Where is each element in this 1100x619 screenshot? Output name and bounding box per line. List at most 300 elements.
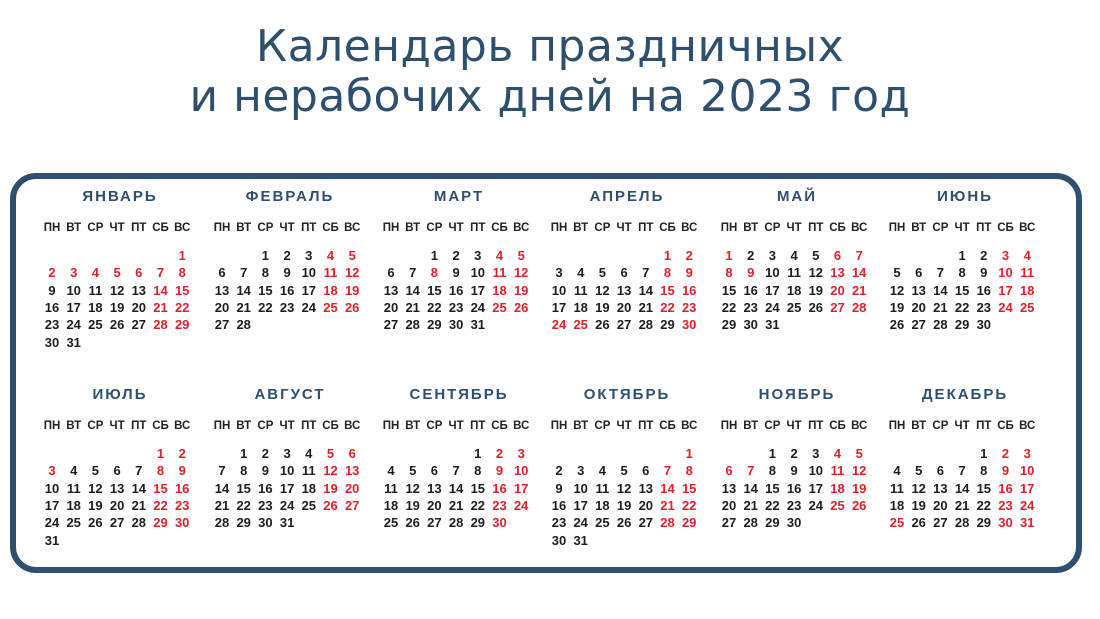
day: 13: [638, 480, 654, 496]
day: 9: [283, 265, 291, 281]
day: 13: [131, 282, 147, 298]
day: 21: [933, 299, 948, 315]
day: 24: [66, 317, 81, 333]
day: 14: [405, 282, 420, 298]
day: 6: [936, 463, 944, 479]
weekday-header: ВТ: [573, 420, 589, 432]
page-title-line-1: Календарь праздничных: [255, 21, 845, 72]
day: 20: [109, 497, 125, 513]
day: 19: [616, 497, 632, 513]
day: 3: [768, 248, 776, 263]
day: 20: [616, 299, 632, 315]
day: 1: [474, 446, 482, 461]
day: 15: [976, 480, 992, 496]
day: 14: [214, 480, 230, 496]
day: 28: [214, 515, 230, 531]
day: 7: [240, 265, 248, 281]
day: 4: [598, 463, 606, 479]
day: 14: [131, 480, 147, 496]
day: 29: [660, 317, 675, 333]
day: 15: [427, 282, 442, 298]
day: 17: [765, 282, 780, 298]
day: 27: [616, 317, 632, 333]
day: 13: [616, 282, 632, 298]
weekday-header: ВС: [513, 222, 530, 234]
day: 12: [616, 480, 632, 496]
holiday-day: 1: [685, 446, 693, 461]
holiday-day: 1: [178, 248, 186, 263]
day: 14: [954, 480, 970, 496]
holiday-day: 25: [889, 515, 905, 531]
weekday-header: СБ: [322, 420, 339, 432]
holiday-day: 18: [323, 282, 338, 298]
weekday-header: ПТ: [470, 222, 486, 234]
day: 29: [976, 515, 992, 531]
holiday-day: 26: [851, 497, 867, 513]
holiday-day: 17: [1019, 480, 1035, 496]
holiday-day: 7: [747, 463, 755, 479]
weekday-header: ВС: [174, 420, 191, 432]
holiday-day: 11: [323, 265, 338, 281]
day: 20: [383, 299, 399, 315]
month-name: ЯНВАРЬ: [82, 188, 158, 205]
weekday-header: СР: [594, 222, 611, 234]
month-name: МАЙ: [776, 188, 818, 205]
day: 15: [954, 282, 970, 298]
day: 10: [44, 480, 60, 496]
day: 19: [109, 299, 125, 315]
weekday-header: ПН: [550, 222, 568, 234]
weekday-header: ВС: [681, 222, 698, 234]
weekday-header: СР: [257, 420, 274, 432]
holiday-day: 13: [344, 463, 360, 479]
holiday-day: 6: [348, 446, 356, 461]
day: 17: [301, 282, 317, 298]
weekday-header: СБ: [491, 222, 508, 234]
day: 23: [976, 299, 992, 315]
day: 29: [470, 515, 486, 531]
weekday-header: ПН: [720, 222, 738, 234]
weekday-header: СБ: [491, 420, 508, 432]
day: 16: [976, 282, 992, 298]
day: 11: [890, 480, 904, 496]
weekday-header: ПН: [382, 420, 400, 432]
day: 3: [555, 265, 563, 281]
day: 26: [109, 317, 125, 333]
day: 17: [573, 497, 588, 513]
day: 11: [595, 480, 610, 496]
day: 26: [88, 515, 103, 531]
weekday-header: ЧТ: [279, 420, 295, 432]
weekday-header: ЧТ: [954, 420, 970, 432]
day: 20: [131, 299, 147, 315]
day: 23: [786, 497, 802, 513]
day: 18: [595, 497, 610, 513]
day: 1: [958, 248, 966, 263]
day: 2: [980, 248, 988, 263]
holiday-day: 12: [323, 463, 338, 479]
day: 16: [279, 282, 295, 298]
day: 20: [721, 497, 737, 513]
day: 2: [790, 446, 798, 461]
weekday-header: ПТ: [301, 420, 317, 432]
holiday-day: 2: [495, 446, 504, 461]
day: 5: [620, 463, 628, 479]
weekday-header: ВТ: [743, 420, 759, 432]
holiday-day: 16: [681, 282, 697, 298]
holiday-day: 16: [492, 480, 507, 496]
holiday-day: 9: [1001, 463, 1010, 479]
day: 11: [88, 282, 103, 298]
weekday-header: ПТ: [976, 420, 992, 432]
holiday-day: 10: [1019, 463, 1035, 479]
weekday-header: СБ: [829, 420, 846, 432]
holiday-day: 23: [492, 497, 507, 513]
weekday-header: СР: [932, 222, 949, 234]
weekday-header: ВС: [1019, 222, 1036, 234]
holiday-day: 13: [830, 265, 845, 281]
holiday-day: 19: [513, 282, 529, 298]
holiday-day: 22: [660, 299, 675, 315]
day: 13: [933, 480, 948, 496]
weekday-header: ЧТ: [448, 420, 464, 432]
day: 24: [301, 299, 317, 315]
holiday-day: 12: [851, 463, 867, 479]
day: 18: [66, 497, 81, 513]
day: 9: [261, 463, 269, 479]
weekday-header: ПТ: [808, 222, 824, 234]
weekday-header: ЧТ: [786, 222, 802, 234]
day: 3: [577, 463, 585, 479]
day: 9: [452, 265, 460, 281]
day: 1: [980, 446, 988, 461]
weekday-header: ВТ: [743, 222, 759, 234]
holiday-day: 9: [178, 463, 186, 479]
day: 26: [889, 317, 905, 333]
day: 20: [638, 497, 654, 513]
day: 19: [911, 497, 926, 513]
day: 10: [573, 480, 588, 496]
holiday-day: 29: [153, 515, 168, 531]
holiday-day: 29: [174, 317, 190, 333]
holiday-day: 2: [1001, 446, 1010, 461]
day: 10: [470, 265, 486, 281]
day: 23: [279, 299, 295, 315]
holiday-day: 29: [681, 515, 697, 531]
weekday-header: ВС: [344, 222, 361, 234]
holiday-day: 12: [344, 265, 360, 281]
day: 23: [44, 317, 60, 333]
weekday-header: ПТ: [301, 222, 317, 234]
weekday-header: ВТ: [405, 222, 421, 234]
day: 10: [765, 265, 780, 281]
weekday-header: СБ: [322, 222, 339, 234]
day: 4: [790, 248, 798, 263]
weekday-header: ВС: [174, 222, 191, 234]
day: 1: [430, 248, 438, 263]
weekday-header: ПН: [550, 420, 568, 432]
holiday-day: 3: [1001, 248, 1010, 263]
day: 17: [808, 480, 824, 496]
day: 27: [109, 515, 125, 531]
day: 14: [236, 282, 251, 298]
holiday-day: 18: [830, 480, 845, 496]
day: 19: [405, 497, 420, 513]
day: 29: [427, 317, 442, 333]
holiday-day: 9: [495, 463, 504, 479]
holiday-day: 25: [323, 299, 338, 315]
holiday-day: 30: [681, 317, 697, 333]
weekday-header: СР: [932, 420, 949, 432]
holiday-day: 15: [153, 480, 168, 496]
month-name: ДЕКАБРЬ: [921, 386, 1009, 403]
holiday-day: 24: [998, 299, 1013, 315]
holiday-day: 11: [830, 463, 845, 479]
weekday-header: СБ: [829, 222, 846, 234]
day: 24: [470, 299, 486, 315]
holiday-day: 12: [513, 265, 529, 281]
day: 6: [387, 265, 395, 281]
day: 21: [954, 497, 970, 513]
holiday-day: 17: [513, 480, 529, 496]
day: 28: [405, 317, 420, 333]
day: 27: [638, 515, 654, 531]
day: 5: [915, 463, 923, 479]
day: 4: [387, 463, 395, 479]
day: 18: [786, 282, 802, 298]
day: 16: [551, 497, 567, 513]
day: 17: [551, 299, 567, 315]
day: 16: [258, 480, 273, 496]
day: 25: [383, 515, 399, 531]
day: 8: [768, 463, 776, 479]
holiday-day: 30: [492, 515, 507, 531]
month-name: СЕНТЯБРЬ: [409, 386, 509, 403]
holiday-day: 23: [998, 497, 1013, 513]
day: 30: [786, 515, 802, 531]
month-name: ИЮЛЬ: [92, 386, 148, 403]
holiday-day: 24: [513, 497, 529, 513]
weekday-header: ВТ: [911, 420, 927, 432]
holiday-day: 1: [725, 248, 733, 263]
holiday-day: 20: [344, 480, 360, 496]
day: 3: [305, 248, 313, 263]
day: 31: [44, 532, 60, 548]
day: 17: [44, 497, 60, 513]
weekday-header: ПТ: [131, 420, 147, 432]
holiday-day: 22: [174, 299, 190, 315]
holiday-day: 23: [681, 299, 697, 315]
day: 26: [616, 515, 632, 531]
weekday-header: ПТ: [638, 420, 654, 432]
day: 26: [595, 317, 610, 333]
day: 30: [743, 317, 758, 333]
day: 27: [383, 317, 399, 333]
weekday-header: ЧТ: [954, 222, 970, 234]
holiday-day: 22: [153, 497, 168, 513]
day: 19: [808, 282, 824, 298]
day: 25: [595, 515, 610, 531]
holiday-day: 25: [1019, 299, 1035, 315]
month-name: АПРЕЛЬ: [589, 188, 665, 205]
weekday-header: СР: [594, 420, 611, 432]
weekday-header: ЧТ: [109, 222, 125, 234]
page-title-line-2: и нерабочих дней на 2023 год: [189, 71, 911, 122]
day: 22: [258, 299, 273, 315]
day: 13: [383, 282, 399, 298]
day: 22: [427, 299, 442, 315]
holiday-day: 27: [344, 497, 360, 513]
holiday-day: 21: [851, 282, 867, 298]
day: 20: [427, 497, 442, 513]
holiday-day: 15: [174, 282, 190, 298]
holiday-day: 4: [833, 446, 842, 461]
weekday-header: ЧТ: [616, 222, 632, 234]
day: 11: [301, 463, 316, 479]
holiday-day: 7: [855, 248, 863, 263]
day: 29: [721, 317, 737, 333]
weekday-header: ПТ: [638, 222, 654, 234]
day: 22: [976, 497, 992, 513]
holiday-day: 4: [91, 265, 99, 281]
weekday-header: ВС: [344, 420, 361, 432]
holiday-day: 22: [681, 497, 697, 513]
holiday-day: 20: [830, 282, 845, 298]
day: 7: [936, 265, 944, 281]
day: 4: [577, 265, 585, 281]
day: 10: [279, 463, 295, 479]
holiday-day: 8: [430, 265, 438, 281]
day: 28: [954, 515, 970, 531]
day: 4: [305, 446, 313, 461]
day: 8: [474, 463, 482, 479]
holiday-day: 30: [174, 515, 190, 531]
day: 28: [743, 515, 758, 531]
holiday-day: 21: [153, 299, 168, 315]
day: 9: [980, 265, 988, 281]
holiday-day: 5: [855, 446, 863, 461]
weekday-header: ПТ: [808, 420, 824, 432]
day: 7: [218, 463, 226, 479]
day: 27: [427, 515, 442, 531]
day: 27: [911, 317, 926, 333]
weekday-header: ПН: [213, 420, 231, 432]
day: 30: [551, 532, 567, 548]
holiday-day: 26: [344, 299, 360, 315]
day: 31: [470, 317, 486, 333]
weekday-header: ЧТ: [279, 222, 295, 234]
holiday-day: 2: [178, 446, 186, 461]
holiday-day: 3: [1023, 446, 1031, 461]
holiday-day: 8: [663, 265, 672, 281]
day: 2: [283, 248, 291, 263]
holiday-day: 28: [660, 515, 675, 531]
day: 11: [573, 282, 588, 298]
holiday-day: 18: [1019, 282, 1035, 298]
day: 8: [980, 463, 988, 479]
weekday-header: ЧТ: [616, 420, 632, 432]
day: 27: [933, 515, 948, 531]
day: 12: [911, 480, 926, 496]
page-title: [0, 22, 1100, 122]
day: 6: [915, 265, 923, 281]
day: 6: [113, 463, 121, 479]
day: 15: [236, 480, 251, 496]
day: 2: [261, 446, 269, 461]
day: 9: [790, 463, 798, 479]
day: 21: [405, 299, 420, 315]
holiday-day: 7: [663, 463, 672, 479]
holiday-day: 4: [495, 248, 504, 263]
day: 13: [109, 480, 125, 496]
weekday-header: ЧТ: [786, 420, 802, 432]
day: 19: [595, 299, 610, 315]
day: 22: [470, 497, 486, 513]
weekday-header: СБ: [152, 222, 169, 234]
day: 5: [812, 248, 820, 263]
day: 22: [954, 299, 970, 315]
day: 17: [279, 480, 295, 496]
day: 21: [214, 497, 230, 513]
day: 4: [70, 463, 78, 479]
day: 28: [933, 317, 948, 333]
day: 17: [66, 299, 81, 315]
day: 23: [448, 299, 464, 315]
day: 30: [44, 334, 60, 350]
weekday-header: ЧТ: [448, 222, 464, 234]
holiday-day: 24: [1019, 497, 1035, 513]
weekday-header: ВС: [513, 420, 530, 432]
day: 11: [787, 265, 801, 281]
month-name: ФЕВРАЛЬ: [245, 188, 335, 205]
weekday-header: ВТ: [405, 420, 421, 432]
month-name: ОКТЯБРЬ: [583, 386, 671, 403]
day: 1: [768, 446, 776, 461]
day: 12: [88, 480, 103, 496]
holiday-day: 8: [178, 265, 186, 281]
day: 8: [958, 265, 966, 281]
day: 8: [261, 265, 269, 281]
day: 15: [470, 480, 486, 496]
day: 29: [954, 317, 970, 333]
day: 9: [48, 282, 56, 298]
day: 11: [66, 480, 81, 496]
day: 25: [66, 515, 81, 531]
day: 20: [933, 497, 948, 513]
day: 3: [474, 248, 482, 263]
holiday-day: 19: [323, 480, 338, 496]
day: 28: [131, 515, 147, 531]
weekday-header: СР: [257, 222, 274, 234]
month-name: НОЯБРЬ: [758, 386, 836, 403]
day: 2: [747, 248, 755, 263]
day: 14: [933, 282, 948, 298]
day: 30: [976, 317, 992, 333]
day: 14: [638, 282, 654, 298]
holiday-day: 8: [725, 265, 733, 281]
day: 21: [131, 497, 147, 513]
holiday-day: 19: [851, 480, 867, 496]
month-name: ИЮНЬ: [937, 188, 993, 205]
day: 2: [452, 248, 460, 263]
day: 19: [88, 497, 103, 513]
day: 7: [409, 265, 417, 281]
day: 18: [301, 480, 317, 496]
holiday-day: 17: [998, 282, 1013, 298]
day: 3: [812, 446, 820, 461]
weekday-header: ПН: [888, 222, 906, 234]
weekday-header: ВС: [851, 420, 868, 432]
